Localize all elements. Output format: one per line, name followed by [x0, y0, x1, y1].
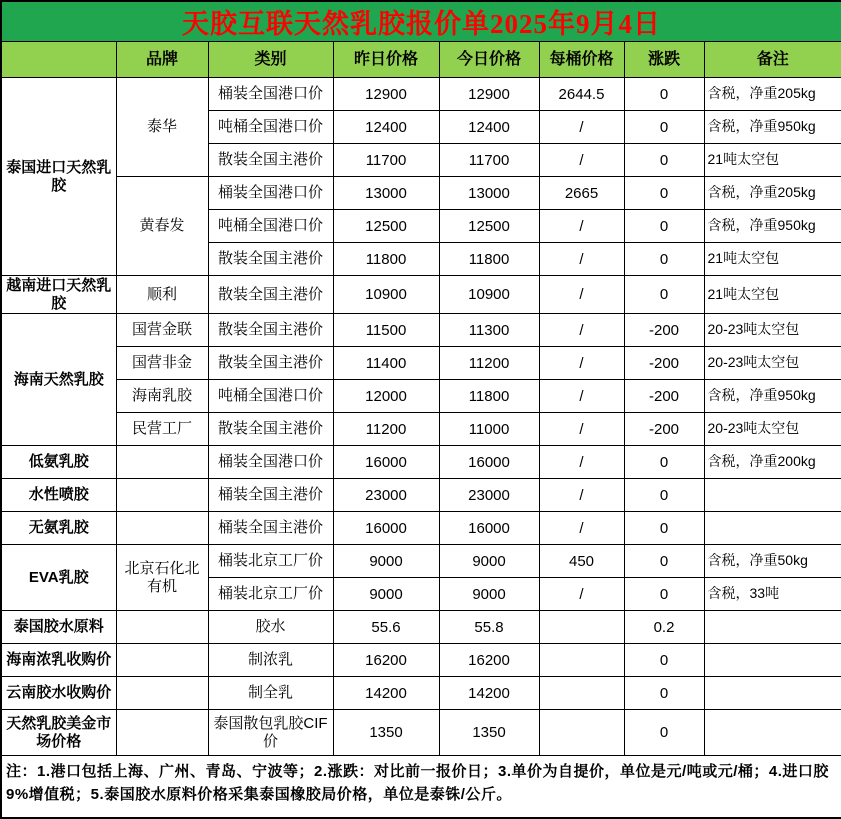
cell-per-barrel-price: 2665 — [539, 177, 624, 210]
cell-group: EVA乳胶 — [1, 545, 116, 611]
cell-per-barrel-price — [539, 677, 624, 710]
table-row — [1, 611, 841, 644]
cell-per-barrel-price: 2644.5 — [539, 78, 624, 111]
cell-per-barrel-price: 450 — [539, 545, 624, 578]
cell-per-barrel-price — [539, 644, 624, 677]
cell-group: 水性喷胶 — [1, 479, 116, 512]
cell-per-barrel-price: / — [539, 243, 624, 276]
cell-remark: 含税，净重950kg — [704, 111, 841, 144]
table-row — [1, 78, 841, 111]
cell-category: 散装全国主港价 — [208, 144, 333, 177]
cell-yesterday-price: 23000 — [333, 479, 439, 512]
cell-brand — [116, 710, 208, 756]
cell-change: -200 — [624, 413, 704, 446]
cell-per-barrel-price: / — [539, 347, 624, 380]
cell-today-price: 16200 — [439, 644, 539, 677]
cell-group: 泰国进口天然乳胶 — [1, 78, 116, 276]
cell-per-barrel-price: / — [539, 111, 624, 144]
table-row — [1, 479, 841, 512]
cell-category: 桶装北京工厂价 — [208, 545, 333, 578]
cell-remark — [704, 710, 841, 756]
cell-change: 0 — [624, 644, 704, 677]
cell-category: 散装全国主港价 — [208, 243, 333, 276]
cell-category: 桶装全国港口价 — [208, 177, 333, 210]
cell-yesterday-price: 12000 — [333, 380, 439, 413]
cell-per-barrel-price: / — [539, 578, 624, 611]
cell-category: 散装全国主港价 — [208, 276, 333, 314]
cell-change: 0 — [624, 677, 704, 710]
cell-category: 制浓乳 — [208, 644, 333, 677]
cell-yesterday-price: 10900 — [333, 276, 439, 314]
table-row — [1, 177, 841, 210]
cell-today-price: 9000 — [439, 578, 539, 611]
table-row — [1, 446, 841, 479]
cell-yesterday-price: 13000 — [333, 177, 439, 210]
table-row — [1, 677, 841, 710]
cell-per-barrel-price: / — [539, 512, 624, 545]
cell-brand: 海南乳胶 — [116, 380, 208, 413]
cell-today-price: 23000 — [439, 479, 539, 512]
cell-per-barrel-price: / — [539, 413, 624, 446]
cell-category: 胶水 — [208, 611, 333, 644]
cell-change: 0 — [624, 210, 704, 243]
cell-category: 吨桶全国港口价 — [208, 380, 333, 413]
cell-remark: 含税，净重200kg — [704, 446, 841, 479]
cell-group: 天然乳胶美金市场价格 — [1, 710, 116, 756]
cell-today-price: 16000 — [439, 446, 539, 479]
table-row — [1, 347, 841, 380]
cell-change: 0.2 — [624, 611, 704, 644]
cell-change: 0 — [624, 710, 704, 756]
cell-category: 泰国散包乳胶CIF价 — [208, 710, 333, 756]
cell-remark: 20-23吨太空包 — [704, 347, 841, 380]
cell-yesterday-price: 12500 — [333, 210, 439, 243]
cell-per-barrel-price: / — [539, 380, 624, 413]
cell-per-barrel-price: / — [539, 210, 624, 243]
cell-remark: 含税，净重950kg — [704, 380, 841, 413]
cell-remark: 20-23吨太空包 — [704, 314, 841, 347]
col-header-per-barrel-price: 每桶价格 — [539, 42, 624, 78]
table-row — [1, 314, 841, 347]
cell-change: 0 — [624, 479, 704, 512]
cell-remark — [704, 644, 841, 677]
cell-remark: 21吨太空包 — [704, 144, 841, 177]
cell-per-barrel-price: / — [539, 446, 624, 479]
cell-change: -200 — [624, 314, 704, 347]
col-header-category: 类别 — [208, 42, 333, 78]
page-title: 天胶互联天然乳胶报价单2025年9月4日 — [1, 1, 841, 42]
table-row — [1, 276, 841, 314]
cell-yesterday-price: 1350 — [333, 710, 439, 756]
cell-today-price: 14200 — [439, 677, 539, 710]
cell-change: 0 — [624, 578, 704, 611]
cell-today-price: 55.8 — [439, 611, 539, 644]
table-row — [1, 644, 841, 677]
cell-change: -200 — [624, 380, 704, 413]
cell-yesterday-price: 12900 — [333, 78, 439, 111]
cell-category: 桶装全国港口价 — [208, 446, 333, 479]
cell-remark — [704, 512, 841, 545]
cell-group: 海南天然乳胶 — [1, 314, 116, 446]
table-row — [1, 42, 841, 78]
cell-category: 散装全国主港价 — [208, 413, 333, 446]
cell-per-barrel-price — [539, 710, 624, 756]
cell-brand — [116, 479, 208, 512]
cell-category: 桶装全国主港价 — [208, 479, 333, 512]
cell-today-price: 11200 — [439, 347, 539, 380]
cell-brand: 国营非金 — [116, 347, 208, 380]
cell-yesterday-price: 14200 — [333, 677, 439, 710]
table-row — [1, 512, 841, 545]
cell-change: 0 — [624, 243, 704, 276]
cell-change: 0 — [624, 177, 704, 210]
cell-category: 桶装全国港口价 — [208, 78, 333, 111]
cell-category: 桶装全国主港价 — [208, 512, 333, 545]
cell-change: 0 — [624, 144, 704, 177]
cell-remark: 含税，净重50kg — [704, 545, 841, 578]
cell-yesterday-price: 16000 — [333, 512, 439, 545]
cell-per-barrel-price — [539, 611, 624, 644]
cell-yesterday-price: 16200 — [333, 644, 439, 677]
cell-today-price: 12500 — [439, 210, 539, 243]
cell-group: 低氨乳胶 — [1, 446, 116, 479]
cell-brand — [116, 644, 208, 677]
cell-change: 0 — [624, 446, 704, 479]
cell-brand: 民营工厂 — [116, 413, 208, 446]
cell-remark: 含税，净重205kg — [704, 78, 841, 111]
cell-change: 0 — [624, 78, 704, 111]
cell-category: 制全乳 — [208, 677, 333, 710]
col-header-today-price: 今日价格 — [439, 42, 539, 78]
cell-today-price: 13000 — [439, 177, 539, 210]
cell-today-price: 9000 — [439, 545, 539, 578]
cell-group: 泰国胶水原料 — [1, 611, 116, 644]
cell-yesterday-price: 12400 — [333, 111, 439, 144]
cell-yesterday-price: 9000 — [333, 578, 439, 611]
cell-remark — [704, 677, 841, 710]
cell-category: 散装全国主港价 — [208, 314, 333, 347]
cell-group: 无氨乳胶 — [1, 512, 116, 545]
table-row — [1, 380, 841, 413]
cell-brand — [116, 677, 208, 710]
cell-remark — [704, 611, 841, 644]
cell-group: 越南进口天然乳胶 — [1, 276, 116, 314]
cell-category: 桶装北京工厂价 — [208, 578, 333, 611]
cell-brand: 黄春发 — [116, 177, 208, 276]
cell-group: 云南胶水收购价 — [1, 677, 116, 710]
cell-change: -200 — [624, 347, 704, 380]
cell-category: 吨桶全国港口价 — [208, 210, 333, 243]
cell-group: 海南浓乳收购价 — [1, 644, 116, 677]
cell-change: 0 — [624, 512, 704, 545]
cell-yesterday-price: 16000 — [333, 446, 439, 479]
cell-today-price: 11700 — [439, 144, 539, 177]
cell-category: 吨桶全国港口价 — [208, 111, 333, 144]
table-row — [1, 545, 841, 578]
cell-per-barrel-price: / — [539, 314, 624, 347]
table-row — [1, 413, 841, 446]
cell-change: 0 — [624, 276, 704, 314]
cell-yesterday-price: 11200 — [333, 413, 439, 446]
table-row — [1, 710, 841, 756]
cell-today-price: 12900 — [439, 78, 539, 111]
cell-change: 0 — [624, 545, 704, 578]
cell-yesterday-price: 11500 — [333, 314, 439, 347]
footnote-text: 注：1.港口包括上海、广州、青岛、宁波等；2.涨跌：对比前一报价日；3.单价为自提价，单位是元/吨或元/桶；4.进口胶9%增值税；5.泰国胶水原料价格采集泰国橡胶局价格，单位是泰铢/公斤。 — [1, 756, 841, 818]
cell-brand: 泰华 — [116, 78, 208, 177]
cell-brand — [116, 512, 208, 545]
cell-today-price: 12400 — [439, 111, 539, 144]
cell-yesterday-price: 11700 — [333, 144, 439, 177]
cell-remark: 含税，净重950kg — [704, 210, 841, 243]
table-row — [1, 756, 841, 818]
cell-remark — [704, 479, 841, 512]
cell-brand: 北京石化北有机 — [116, 545, 208, 611]
cell-per-barrel-price: / — [539, 479, 624, 512]
col-header-brand: 品牌 — [116, 42, 208, 78]
cell-category: 散装全国主港价 — [208, 347, 333, 380]
cell-yesterday-price: 55.6 — [333, 611, 439, 644]
cell-today-price: 11800 — [439, 243, 539, 276]
cell-today-price: 1350 — [439, 710, 539, 756]
cell-yesterday-price: 11400 — [333, 347, 439, 380]
cell-per-barrel-price: / — [539, 144, 624, 177]
cell-change: 0 — [624, 111, 704, 144]
col-header-change: 涨跌 — [624, 42, 704, 78]
cell-brand — [116, 611, 208, 644]
cell-remark: 含税，净重205kg — [704, 177, 841, 210]
cell-remark: 21吨太空包 — [704, 276, 841, 314]
cell-brand: 国营金联 — [116, 314, 208, 347]
cell-remark: 20-23吨太空包 — [704, 413, 841, 446]
cell-remark: 21吨太空包 — [704, 243, 841, 276]
cell-yesterday-price: 11800 — [333, 243, 439, 276]
col-header-corner — [1, 42, 116, 78]
table-row — [1, 1, 841, 42]
cell-remark: 含税，33吨 — [704, 578, 841, 611]
cell-today-price: 11800 — [439, 380, 539, 413]
cell-per-barrel-price: / — [539, 276, 624, 314]
cell-today-price: 10900 — [439, 276, 539, 314]
cell-brand — [116, 446, 208, 479]
cell-yesterday-price: 9000 — [333, 545, 439, 578]
col-header-remark: 备注 — [704, 42, 841, 78]
col-header-yesterday-price: 昨日价格 — [333, 42, 439, 78]
cell-today-price: 11300 — [439, 314, 539, 347]
cell-brand: 顺利 — [116, 276, 208, 314]
cell-today-price: 16000 — [439, 512, 539, 545]
cell-today-price: 11000 — [439, 413, 539, 446]
